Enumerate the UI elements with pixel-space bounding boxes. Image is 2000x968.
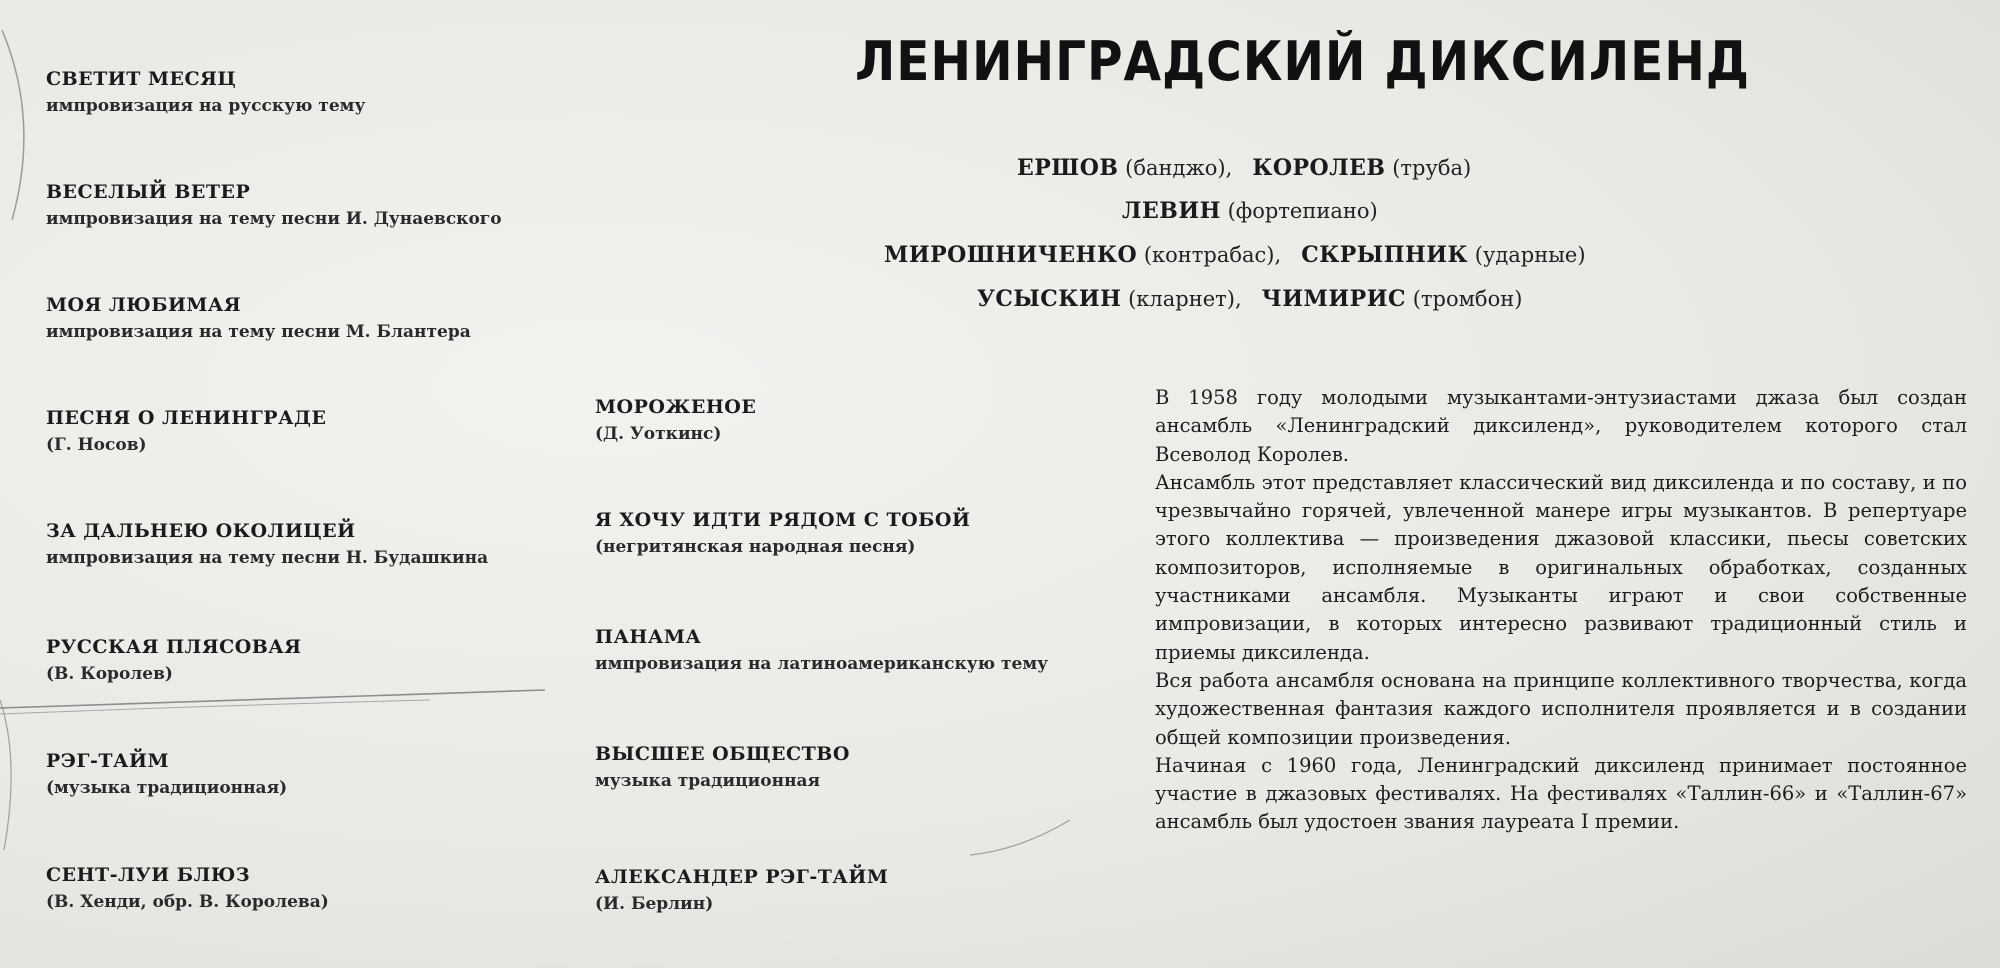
track-item [595, 509, 970, 557]
musician-instrument: (труба) [1392, 156, 1472, 180]
track-item [595, 743, 850, 791]
musician-instrument: (контрабас), [1143, 243, 1282, 267]
track-item [46, 294, 471, 342]
musician-name: УСЫСКИН [977, 286, 1122, 312]
musician-instrument: (тромбон) [1412, 287, 1523, 311]
track-subtitle: импровизация на латиноамериканскую тему [595, 654, 1048, 674]
track-subtitle: (Д. Уоткинс) [595, 424, 722, 444]
track-item [46, 864, 329, 912]
track-item [46, 181, 502, 229]
musician-instrument: (ударные) [1474, 243, 1586, 267]
track-subtitle: (И. Берлин) [595, 894, 714, 914]
musician-instrument: (кларнет), [1128, 287, 1242, 311]
about-paragraph: Вся работа ансамбля основана на принципе коллективного творчества, когда художественная фантазия каждого исполнителя проявляется и в создании общей композиции произведения. [1155, 668, 1967, 749]
credit-line-1 [1017, 155, 1471, 181]
track-title: РУССКАЯ ПЛЯСОВАЯ [46, 636, 302, 658]
track-item [595, 866, 888, 914]
musician-name: МИРОШНИЧЕНКО [884, 242, 1138, 268]
musician-name: КОРОЛЕВ [1252, 155, 1386, 181]
musician-instrument: (фортепиано) [1227, 199, 1378, 223]
track-title: ПАНАМА [595, 626, 702, 648]
about-paragraph: Начиная с 1960 года, Ленинградский диксиленд принимает постоянное участие в джазовых фестивалях. На фестивалях «Таллин-66» и «Таллин-67» ансамбль был удостоен звания лауреата I премии. [1155, 753, 1967, 834]
credit-line-2 [1122, 198, 1378, 224]
track-title: МОРОЖЕНОЕ [595, 396, 757, 418]
track-title: ПЕСНЯ О ЛЕНИНГРАДЕ [46, 407, 327, 429]
track-subtitle: импровизация на русскую тему [46, 96, 366, 116]
track-title: ВЫСШЕЕ ОБЩЕСТВО [595, 743, 850, 765]
track-item [595, 626, 1048, 674]
track-item [46, 68, 365, 116]
track-title: СВЕТИТ МЕСЯЦ [46, 68, 237, 90]
credit-line-3 [884, 242, 1586, 268]
track-title: СЕНТ-ЛУИ БЛЮЗ [46, 864, 251, 886]
track-subtitle: музыка традиционная [595, 771, 821, 791]
about-text [1155, 384, 1967, 837]
track-title: ЗА ДАЛЬНЕЮ ОКОЛИЦЕЙ [46, 520, 356, 542]
track-subtitle: импровизация на тему песни М. Блантера [46, 322, 471, 342]
track-subtitle: импровизация на тему песни И. Дунаевского [46, 209, 502, 229]
musician-name: ЧИМИРИС [1261, 286, 1407, 312]
track-subtitle: (Г. Носов) [46, 435, 147, 455]
track-subtitle: (негритянская народная песня) [595, 537, 916, 557]
track-item [46, 636, 302, 684]
musician-instrument: (банджо), [1125, 156, 1233, 180]
track-subtitle: (В. Хенди, обр. В. Королева) [46, 892, 329, 912]
track-subtitle: (В. Королев) [46, 664, 173, 684]
track-subtitle: импровизация на тему песни Н. Будашкина [46, 548, 489, 568]
about-paragraph: Ансамбль этот представляет классический вид диксиленда и по составу, и по чрезвычайно горячей, увлеченной манере игры музыкантов. В репертуаре этого коллектива — произведения джазовой классики, пьесы советских композиторов, исполняемые в оригинальных обработках, созданных участниками ансамбля. Музыканты играют и свои собственные импровизации, в которых интересно развивают традиционный стиль и приемы диксиленда. [1155, 470, 1967, 664]
track-item [46, 407, 326, 455]
track-title: МОЯ ЛЮБИМАЯ [46, 294, 242, 316]
credit-line-4 [977, 286, 1522, 312]
track-item [46, 750, 287, 798]
track-title: Я ХОЧУ ИДТИ РЯДОМ С ТОБОЙ [595, 509, 971, 531]
musician-name: ЛЕВИН [1122, 198, 1221, 224]
track-item [595, 396, 756, 444]
musician-name: ЕРШОВ [1017, 155, 1119, 181]
musician-name: СКРЫПНИК [1301, 242, 1469, 268]
track-item [46, 520, 488, 568]
track-title: РЭГ-ТАЙМ [46, 750, 170, 772]
track-title: ВЕСЕЛЫЙ ВЕТЕР [46, 181, 251, 203]
about-paragraph: В 1958 году молодыми музыкантами-энтузиастами джаза был создан ансамбль «Ленинградский диксиленд», руководителем которого стал Всеволод Королев. [1155, 386, 1967, 466]
track-title: АЛЕКСАНДЕР РЭГ-ТАЙМ [595, 866, 889, 888]
album-title: ЛЕНИНГРАДСКИЙ ДИКСИЛЕНД [855, 30, 1750, 93]
track-subtitle: (музыка традиционная) [46, 778, 288, 798]
